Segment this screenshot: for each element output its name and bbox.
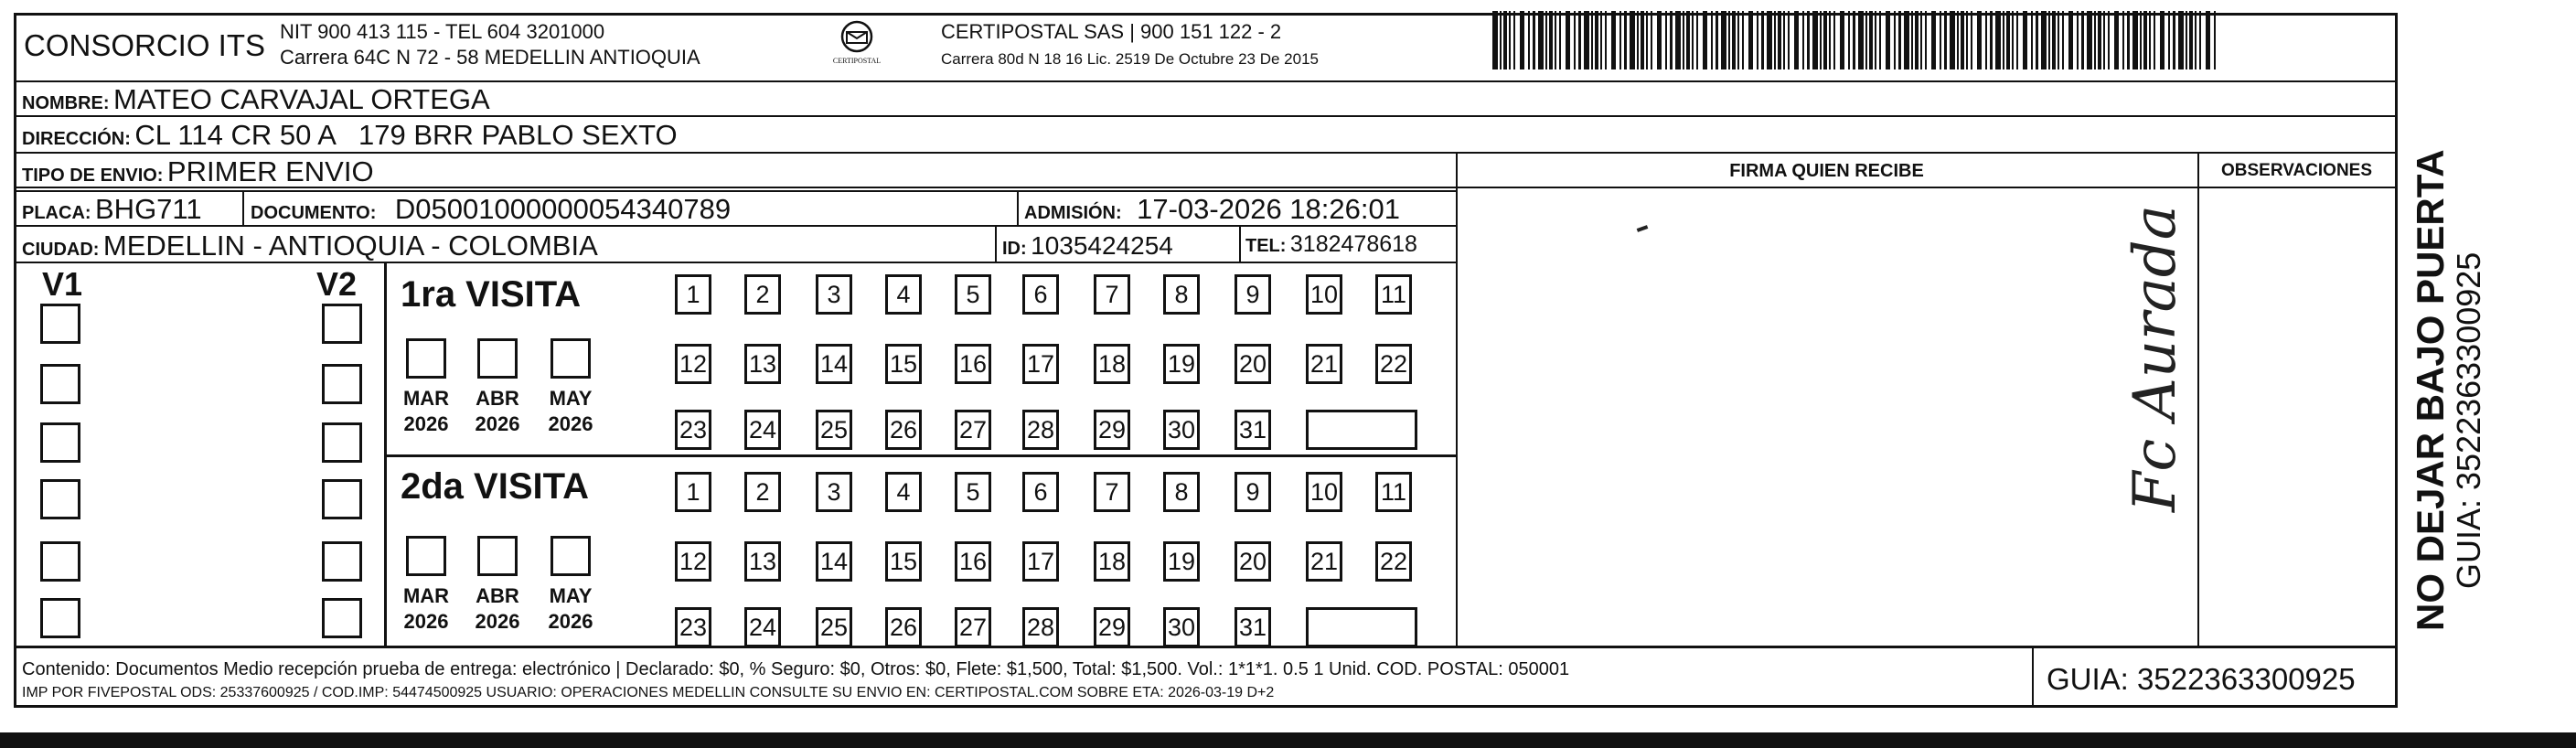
rule bbox=[2197, 152, 2199, 646]
barcode-bar bbox=[2154, 11, 2155, 69]
barcode-bar bbox=[1767, 11, 1772, 69]
barcode-bar bbox=[2031, 11, 2033, 69]
barcode-bar bbox=[1807, 11, 1810, 69]
barcode-bar bbox=[2062, 11, 2064, 69]
barcode-bar bbox=[1931, 11, 1936, 69]
barcode-bar bbox=[2094, 11, 2096, 69]
v2-checkbox-6[interactable] bbox=[322, 598, 362, 638]
barcode-bar bbox=[1559, 11, 1561, 69]
tel-label: TEL: bbox=[1245, 236, 1287, 256]
visit1-day-5[interactable]: 5 bbox=[955, 274, 991, 315]
tel-value: 3182478618 bbox=[1289, 231, 1417, 257]
barcode-bar bbox=[2122, 11, 2124, 69]
rule bbox=[1239, 225, 1241, 262]
barcode-bar bbox=[1732, 11, 1736, 69]
barcode-bar bbox=[1920, 11, 1922, 69]
barcode-bar bbox=[1528, 11, 1530, 69]
barcode-bar bbox=[1574, 11, 1576, 69]
barcode-bar bbox=[1665, 11, 1667, 69]
visit1-day-7[interactable]: 7 bbox=[1094, 274, 1130, 315]
barcode-bar bbox=[1686, 11, 1690, 69]
v1-checkbox-6[interactable] bbox=[40, 598, 80, 638]
firma-header: FIRMA QUIEN RECIBE bbox=[1729, 161, 1924, 181]
barcode-bar bbox=[2140, 11, 2142, 69]
nombre-value: MATEO CARVAJAL ORTEGA bbox=[113, 83, 490, 115]
v1-checkbox-3[interactable] bbox=[40, 422, 80, 463]
visit1-day-3[interactable]: 3 bbox=[816, 274, 852, 315]
barcode-bar bbox=[1840, 11, 1844, 69]
visit2-day-4[interactable]: 4 bbox=[885, 472, 922, 512]
barcode-bar bbox=[1696, 11, 1698, 69]
v1-checkbox-4[interactable] bbox=[40, 479, 80, 519]
visit2-month-checkbox-1[interactable] bbox=[406, 536, 446, 576]
barcode-bar bbox=[1757, 11, 1758, 69]
admision-label: ADMISIÓN: bbox=[1024, 203, 1122, 223]
v1-checkbox-5[interactable] bbox=[40, 541, 80, 582]
visit1-day-17[interactable]: 17 bbox=[1022, 344, 1059, 384]
visit1-day-24[interactable]: 24 bbox=[744, 410, 781, 450]
barcode-bar bbox=[2127, 11, 2130, 69]
visit1-day-12[interactable]: 12 bbox=[675, 344, 711, 384]
visit1-month-label-2 bbox=[468, 386, 527, 436]
month-name: MAY bbox=[549, 584, 593, 607]
visit2-day-8[interactable]: 8 bbox=[1163, 472, 1200, 512]
visit1-day-21[interactable]: 21 bbox=[1306, 344, 1342, 384]
barcode-bar bbox=[1774, 11, 1776, 69]
visit1-day-4[interactable]: 4 bbox=[885, 274, 922, 315]
rule bbox=[16, 646, 2396, 648]
v2-label: V2 bbox=[316, 265, 358, 303]
barcode-bar bbox=[2199, 11, 2201, 69]
visit1-month-label-3 bbox=[541, 386, 600, 436]
barcode-bar bbox=[1858, 11, 1864, 69]
barcode-bar bbox=[1591, 11, 1593, 69]
visit2-day-30[interactable]: 30 bbox=[1163, 607, 1200, 647]
visit1-day-8[interactable]: 8 bbox=[1163, 274, 1200, 315]
visit2-day-26[interactable]: 26 bbox=[885, 607, 922, 647]
rule bbox=[1456, 152, 1458, 646]
barcode-bar bbox=[2023, 11, 2027, 69]
barcode-bar bbox=[1995, 11, 2001, 69]
barcode-bar bbox=[1619, 11, 1621, 69]
visit2-day-28[interactable]: 28 bbox=[1022, 607, 1059, 647]
barcode-bar bbox=[1595, 11, 1598, 69]
barcode-bar bbox=[1549, 11, 1553, 69]
admision-value: 17-03-2026 18:26:01 bbox=[1137, 193, 1400, 225]
barcode-bar bbox=[1990, 11, 1993, 69]
barcode-bar bbox=[1641, 11, 1644, 69]
rule bbox=[995, 225, 997, 262]
barcode-bar bbox=[1538, 11, 1544, 69]
tipo-row bbox=[22, 157, 374, 186]
ciudad-label: CIUDAD: bbox=[22, 240, 100, 260]
month-year: 2026 bbox=[475, 609, 520, 633]
barcode-bar bbox=[2186, 11, 2187, 69]
barcode-bar bbox=[2016, 11, 2018, 69]
barcode-bar bbox=[1675, 11, 1681, 69]
barcode-bar bbox=[1692, 11, 1694, 69]
barcode-bar bbox=[1788, 11, 1790, 69]
placa-value: BHG711 bbox=[95, 193, 202, 225]
barcode-bar bbox=[1637, 11, 1639, 69]
barcode-bar bbox=[2103, 11, 2105, 69]
barcode-bar bbox=[2108, 11, 2110, 69]
barcode-bar bbox=[2052, 11, 2056, 69]
visit2-day-31[interactable]: 31 bbox=[1235, 607, 1271, 647]
placa-field bbox=[22, 195, 202, 223]
v2-checkbox-2[interactable] bbox=[322, 364, 362, 404]
barcode-bar bbox=[2048, 11, 2050, 69]
month-year: 2026 bbox=[475, 411, 520, 435]
visit1-day-1[interactable]: 1 bbox=[675, 274, 711, 315]
visit1-day-14[interactable]: 14 bbox=[816, 344, 852, 384]
visit2-day-3[interactable]: 3 bbox=[816, 472, 852, 512]
v2-checkbox-1[interactable] bbox=[322, 304, 362, 344]
side-warning: NO DEJAR BAJO PUERTA bbox=[2409, 149, 2452, 631]
rule bbox=[2396, 80, 2398, 152]
month-name: ABR bbox=[476, 584, 519, 607]
barcode-bar bbox=[1711, 11, 1713, 69]
barcode-bar bbox=[1915, 11, 1919, 69]
barcode-bar bbox=[1966, 11, 1968, 69]
barcode-bar bbox=[1944, 11, 1947, 69]
carrier-name: CERTIPOSTAL SAS | 900 151 122 - 2 bbox=[941, 20, 1282, 43]
barcode-bar bbox=[2189, 11, 2193, 69]
barcode-bar bbox=[1848, 11, 1850, 69]
visit1-day-29[interactable]: 29 bbox=[1094, 410, 1130, 450]
logo-text: CERTIPOSTAL bbox=[832, 57, 882, 65]
visit2-day-7[interactable]: 7 bbox=[1094, 472, 1130, 512]
barcode-bar bbox=[1728, 11, 1730, 69]
barcode-bar bbox=[2003, 11, 2004, 69]
visit2-month-label-3 bbox=[541, 583, 600, 634]
visit1-day-18[interactable]: 18 bbox=[1094, 344, 1130, 384]
barcode-bar bbox=[1716, 11, 1718, 69]
barcode-bar bbox=[2132, 11, 2138, 69]
barcode bbox=[1492, 11, 2224, 75]
month-year: 2026 bbox=[548, 411, 593, 435]
barcode-bar bbox=[1761, 11, 1764, 69]
v2-checkbox-3[interactable] bbox=[322, 422, 362, 463]
rule bbox=[1017, 190, 1019, 225]
visit2-day-9[interactable]: 9 bbox=[1235, 472, 1271, 512]
barcode-bar bbox=[2173, 11, 2175, 69]
month-name: MAY bbox=[549, 387, 593, 410]
barcode-bar bbox=[1971, 11, 1972, 69]
barcode-bar bbox=[2036, 11, 2038, 69]
footer-imp: IMP POR FIVEPOSTAL ODS: 25337600925 / COD.IMP: 54474500925 USUARIO: OPERACIONES MEDELLIN CONSULTE SU ENVIO EN: CERTIPOSTAL.COM SOBRE ETA: 2026-03-19 D+2 bbox=[22, 685, 1275, 700]
visit1-month-checkbox-1[interactable] bbox=[406, 338, 446, 379]
visit2-day-18[interactable]: 18 bbox=[1094, 541, 1130, 582]
visit2-month-checkbox-2[interactable] bbox=[477, 536, 518, 576]
company-address: Carrera 64C N 72 - 58 MEDELLIN ANTIOQUIA bbox=[280, 46, 700, 69]
direccion-row bbox=[22, 121, 678, 149]
barcode-bar bbox=[1578, 11, 1581, 69]
visit1-month-checkbox-2[interactable] bbox=[477, 338, 518, 379]
visit2-day-17[interactable]: 17 bbox=[1022, 541, 1059, 582]
barcode-bar bbox=[2168, 11, 2170, 69]
barcode-bar bbox=[2114, 11, 2119, 69]
visit2-day-12[interactable]: 12 bbox=[675, 541, 711, 582]
visit1-day-19[interactable]: 19 bbox=[1163, 344, 1200, 384]
visit2-day-25[interactable]: 25 bbox=[816, 607, 852, 647]
barcode-bar bbox=[1802, 11, 1804, 69]
barcode-bar bbox=[2206, 11, 2210, 69]
visit1-day-25[interactable]: 25 bbox=[816, 410, 852, 450]
v1-label: V1 bbox=[42, 265, 83, 303]
visit2-day-14[interactable]: 14 bbox=[816, 541, 852, 582]
visit2-day-23[interactable]: 23 bbox=[675, 607, 711, 647]
rule bbox=[242, 190, 244, 225]
visit1-month-checkbox-3[interactable] bbox=[550, 338, 591, 379]
barcode-bar bbox=[1646, 11, 1648, 69]
barcode-bar bbox=[1961, 11, 1964, 69]
barcode-bar bbox=[1879, 11, 1881, 69]
barcode-bar bbox=[1853, 11, 1855, 69]
rule bbox=[16, 262, 1456, 263]
barcode-bar bbox=[1670, 11, 1673, 69]
barcode-bar bbox=[1555, 11, 1556, 69]
visit1-day-13[interactable]: 13 bbox=[744, 344, 781, 384]
visit2-day-15[interactable]: 15 bbox=[885, 541, 922, 582]
visit1-day-30[interactable]: 30 bbox=[1163, 410, 1200, 450]
barcode-bar bbox=[1985, 11, 1987, 69]
guide-frame bbox=[14, 13, 2398, 708]
visit1-day-31[interactable]: 31 bbox=[1235, 410, 1271, 450]
id-value: 1035424254 bbox=[1031, 231, 1173, 260]
barcode-bar bbox=[1869, 11, 1873, 69]
barcode-bar bbox=[1513, 11, 1515, 69]
barcode-bar bbox=[1911, 11, 1913, 69]
month-year: 2026 bbox=[548, 609, 593, 633]
barcode-bar bbox=[1977, 11, 1982, 69]
barcode-bar bbox=[1503, 11, 1507, 69]
barcode-bar bbox=[2081, 11, 2084, 69]
barcode-bar bbox=[1925, 11, 1927, 69]
carrier-logo bbox=[816, 20, 898, 71]
company-nit: NIT 900 413 115 - TEL 604 3201000 bbox=[280, 20, 605, 43]
barcode-bar bbox=[1940, 11, 1941, 69]
side-text bbox=[2410, 149, 2487, 631]
visit1-day-9[interactable]: 9 bbox=[1235, 274, 1271, 315]
rule bbox=[384, 262, 387, 646]
barcode-bar bbox=[1509, 11, 1511, 69]
handwritten-signature: Fc Aurada bbox=[2122, 205, 2189, 512]
documento-field bbox=[251, 195, 731, 223]
barcode-bar bbox=[1833, 11, 1835, 69]
barcode-bar bbox=[1683, 11, 1684, 69]
barcode-bar bbox=[1894, 11, 1896, 69]
visit1-day-16[interactable]: 16 bbox=[955, 344, 991, 384]
barcode-bar bbox=[1904, 11, 1909, 69]
visit1-month-label-1 bbox=[397, 386, 455, 436]
tipo-label: TIPO DE ENVIO: bbox=[22, 166, 164, 186]
barcode-bar bbox=[1545, 11, 1547, 69]
visit2-month-checkbox-3[interactable] bbox=[550, 536, 591, 576]
visit2-month-label-1 bbox=[397, 583, 455, 634]
barcode-bar bbox=[1957, 11, 1959, 69]
id-label: ID: bbox=[1002, 239, 1027, 259]
barcode-bar bbox=[1950, 11, 1955, 69]
visit1-day-22[interactable]: 22 bbox=[1375, 344, 1412, 384]
barcode-bar bbox=[1742, 11, 1744, 69]
barcode-bar bbox=[2041, 11, 2047, 69]
visit1-day-27[interactable]: 27 bbox=[955, 410, 991, 450]
id-field bbox=[1002, 233, 1173, 259]
barcode-bar bbox=[1566, 11, 1570, 69]
rule bbox=[16, 190, 1456, 192]
footer-guia: GUIA: 3522363300925 bbox=[2047, 662, 2356, 696]
barcode-bar bbox=[2214, 11, 2216, 69]
barcode-bar bbox=[1778, 11, 1781, 69]
barcode-bar bbox=[2149, 11, 2151, 69]
visit2-title: 2da VISITA bbox=[401, 466, 589, 507]
visit2-day-10[interactable]: 10 bbox=[1306, 472, 1342, 512]
v1-checkbox-2[interactable] bbox=[40, 364, 80, 404]
visit2-day-2[interactable]: 2 bbox=[744, 472, 781, 512]
barcode-bar bbox=[1600, 11, 1602, 69]
v1-checkbox-1[interactable] bbox=[40, 304, 80, 344]
nombre-label: NOMBRE: bbox=[22, 93, 110, 113]
rule bbox=[2032, 646, 2034, 708]
barcode-bar bbox=[1584, 11, 1589, 69]
visit2-day-29[interactable]: 29 bbox=[1094, 607, 1130, 647]
documento-label: DOCUMENTO: bbox=[251, 203, 377, 223]
carrier-license: Carrera 80d N 18 16 Lic. 2519 De Octubre 23 De 2015 bbox=[941, 50, 1319, 68]
visit2-day-27[interactable]: 27 bbox=[955, 607, 991, 647]
visit1-time[interactable] bbox=[1306, 410, 1417, 450]
barcode-bar bbox=[2068, 11, 2073, 69]
barcode-bar bbox=[1829, 11, 1831, 69]
visit1-day-20[interactable]: 20 bbox=[1235, 344, 1271, 384]
visit1-title: 1ra VISITA bbox=[401, 274, 582, 315]
visit1-day-15[interactable]: 15 bbox=[885, 344, 922, 384]
month-name: MAR bbox=[402, 584, 450, 607]
visit1-day-28[interactable]: 28 bbox=[1022, 410, 1059, 450]
visit2-day-5[interactable]: 5 bbox=[955, 472, 991, 512]
rule bbox=[16, 80, 2396, 82]
barcode-bar bbox=[2087, 11, 2092, 69]
visit2-day-22[interactable]: 22 bbox=[1375, 541, 1412, 582]
visit1-day-23[interactable]: 23 bbox=[675, 410, 711, 450]
barcode-bar bbox=[1492, 11, 1498, 69]
barcode-bar bbox=[1875, 11, 1876, 69]
barcode-bar bbox=[1520, 11, 1524, 69]
barcode-bar bbox=[1651, 11, 1652, 69]
month-name: ABR bbox=[476, 387, 519, 410]
barcode-bar bbox=[1500, 11, 1502, 69]
visit1-day-6[interactable]: 6 bbox=[1022, 274, 1059, 315]
visit2-day-19[interactable]: 19 bbox=[1163, 541, 1200, 582]
company-name: CONSORCIO ITS bbox=[24, 28, 266, 62]
barcode-bar bbox=[2012, 11, 2014, 69]
footer-contenido: Contenido: Documentos Medio recepción prueba de entrega: electrónico | Declarado: $0, % Seguro: $0, Otros: $0, Flete: $1,500, Total: $1,500. Vol.: 1*1*1. 0.5 1 Unid. COD. POSTAL: 050001 bbox=[22, 659, 1570, 679]
barcode-bar bbox=[1886, 11, 1890, 69]
visit2-time[interactable] bbox=[1306, 607, 1417, 647]
direccion-value: CL 114 CR 50 A 179 BRR PABLO SEXTO bbox=[134, 119, 678, 151]
nombre-row bbox=[22, 85, 490, 113]
rule bbox=[16, 152, 2396, 154]
visit2-month-label-2 bbox=[468, 583, 527, 634]
barcode-bar bbox=[1630, 11, 1635, 69]
barcode-bar bbox=[2143, 11, 2147, 69]
barcode-bar bbox=[1823, 11, 1827, 69]
visit2-day-21[interactable]: 21 bbox=[1306, 541, 1342, 582]
month-year: 2026 bbox=[403, 609, 449, 633]
visit1-day-26[interactable]: 26 bbox=[885, 410, 922, 450]
v2-checkbox-4[interactable] bbox=[322, 479, 362, 519]
barcode-bar bbox=[2195, 11, 2197, 69]
direccion-label: DIRECCIÓN: bbox=[22, 129, 131, 149]
barcode-bar bbox=[1783, 11, 1785, 69]
tel-field bbox=[1245, 233, 1417, 256]
barcode-bar bbox=[2160, 11, 2164, 69]
visit1-day-2[interactable]: 2 bbox=[744, 274, 781, 315]
rule bbox=[384, 454, 1456, 457]
visit1-day-10[interactable]: 10 bbox=[1306, 274, 1342, 315]
side-guia: GUIA: 3522363300925 bbox=[2450, 251, 2487, 589]
ciudad-field bbox=[22, 231, 598, 260]
visit2-day-1[interactable]: 1 bbox=[675, 472, 711, 512]
visit2-day-6[interactable]: 6 bbox=[1022, 472, 1059, 512]
tipo-value: PRIMER ENVIO bbox=[166, 155, 374, 187]
documento-value: D05001000000054340789 bbox=[394, 193, 732, 225]
barcode-bar bbox=[1605, 11, 1607, 69]
barcode-bar bbox=[1611, 11, 1616, 69]
barcode-bar bbox=[1748, 11, 1753, 69]
month-name: MAR bbox=[402, 387, 450, 410]
barcode-bar bbox=[1721, 11, 1726, 69]
visit2-day-24[interactable]: 24 bbox=[744, 607, 781, 647]
barcode-bar bbox=[2178, 11, 2184, 69]
barcode-bar bbox=[1794, 11, 1799, 69]
admision-field bbox=[1024, 195, 1400, 223]
rule bbox=[16, 115, 2396, 117]
barcode-bar bbox=[1657, 11, 1662, 69]
ciudad-value: MEDELLIN - ANTIOQUIA - COLOMBIA bbox=[102, 230, 598, 262]
barcode-bar bbox=[1533, 11, 1535, 69]
barcode-bar bbox=[2098, 11, 2101, 69]
barcode-bar bbox=[1812, 11, 1818, 69]
month-year: 2026 bbox=[403, 411, 449, 435]
barcode-bar bbox=[2006, 11, 2010, 69]
barcode-bar bbox=[1737, 11, 1739, 69]
visit1-day-11[interactable]: 11 bbox=[1375, 274, 1412, 315]
visit2-day-11[interactable]: 11 bbox=[1375, 472, 1412, 512]
barcode-bar bbox=[1865, 11, 1867, 69]
barcode-bar bbox=[1703, 11, 1707, 69]
visit2-day-13[interactable]: 13 bbox=[744, 541, 781, 582]
barcode-bar bbox=[2058, 11, 2059, 69]
barcode-bar bbox=[2077, 11, 2079, 69]
bottom-edge-bar bbox=[0, 732, 2576, 748]
v2-checkbox-5[interactable] bbox=[322, 541, 362, 582]
observaciones-header: OBSERVACIONES bbox=[2220, 161, 2373, 180]
barcode-bar bbox=[1624, 11, 1627, 69]
placa-label: PLACA: bbox=[22, 203, 91, 223]
envelope-icon bbox=[839, 20, 875, 53]
barcode-bar bbox=[1820, 11, 1822, 69]
barcode-bar bbox=[1898, 11, 1901, 69]
visit2-day-16[interactable]: 16 bbox=[955, 541, 991, 582]
visit2-day-20[interactable]: 20 bbox=[1235, 541, 1271, 582]
